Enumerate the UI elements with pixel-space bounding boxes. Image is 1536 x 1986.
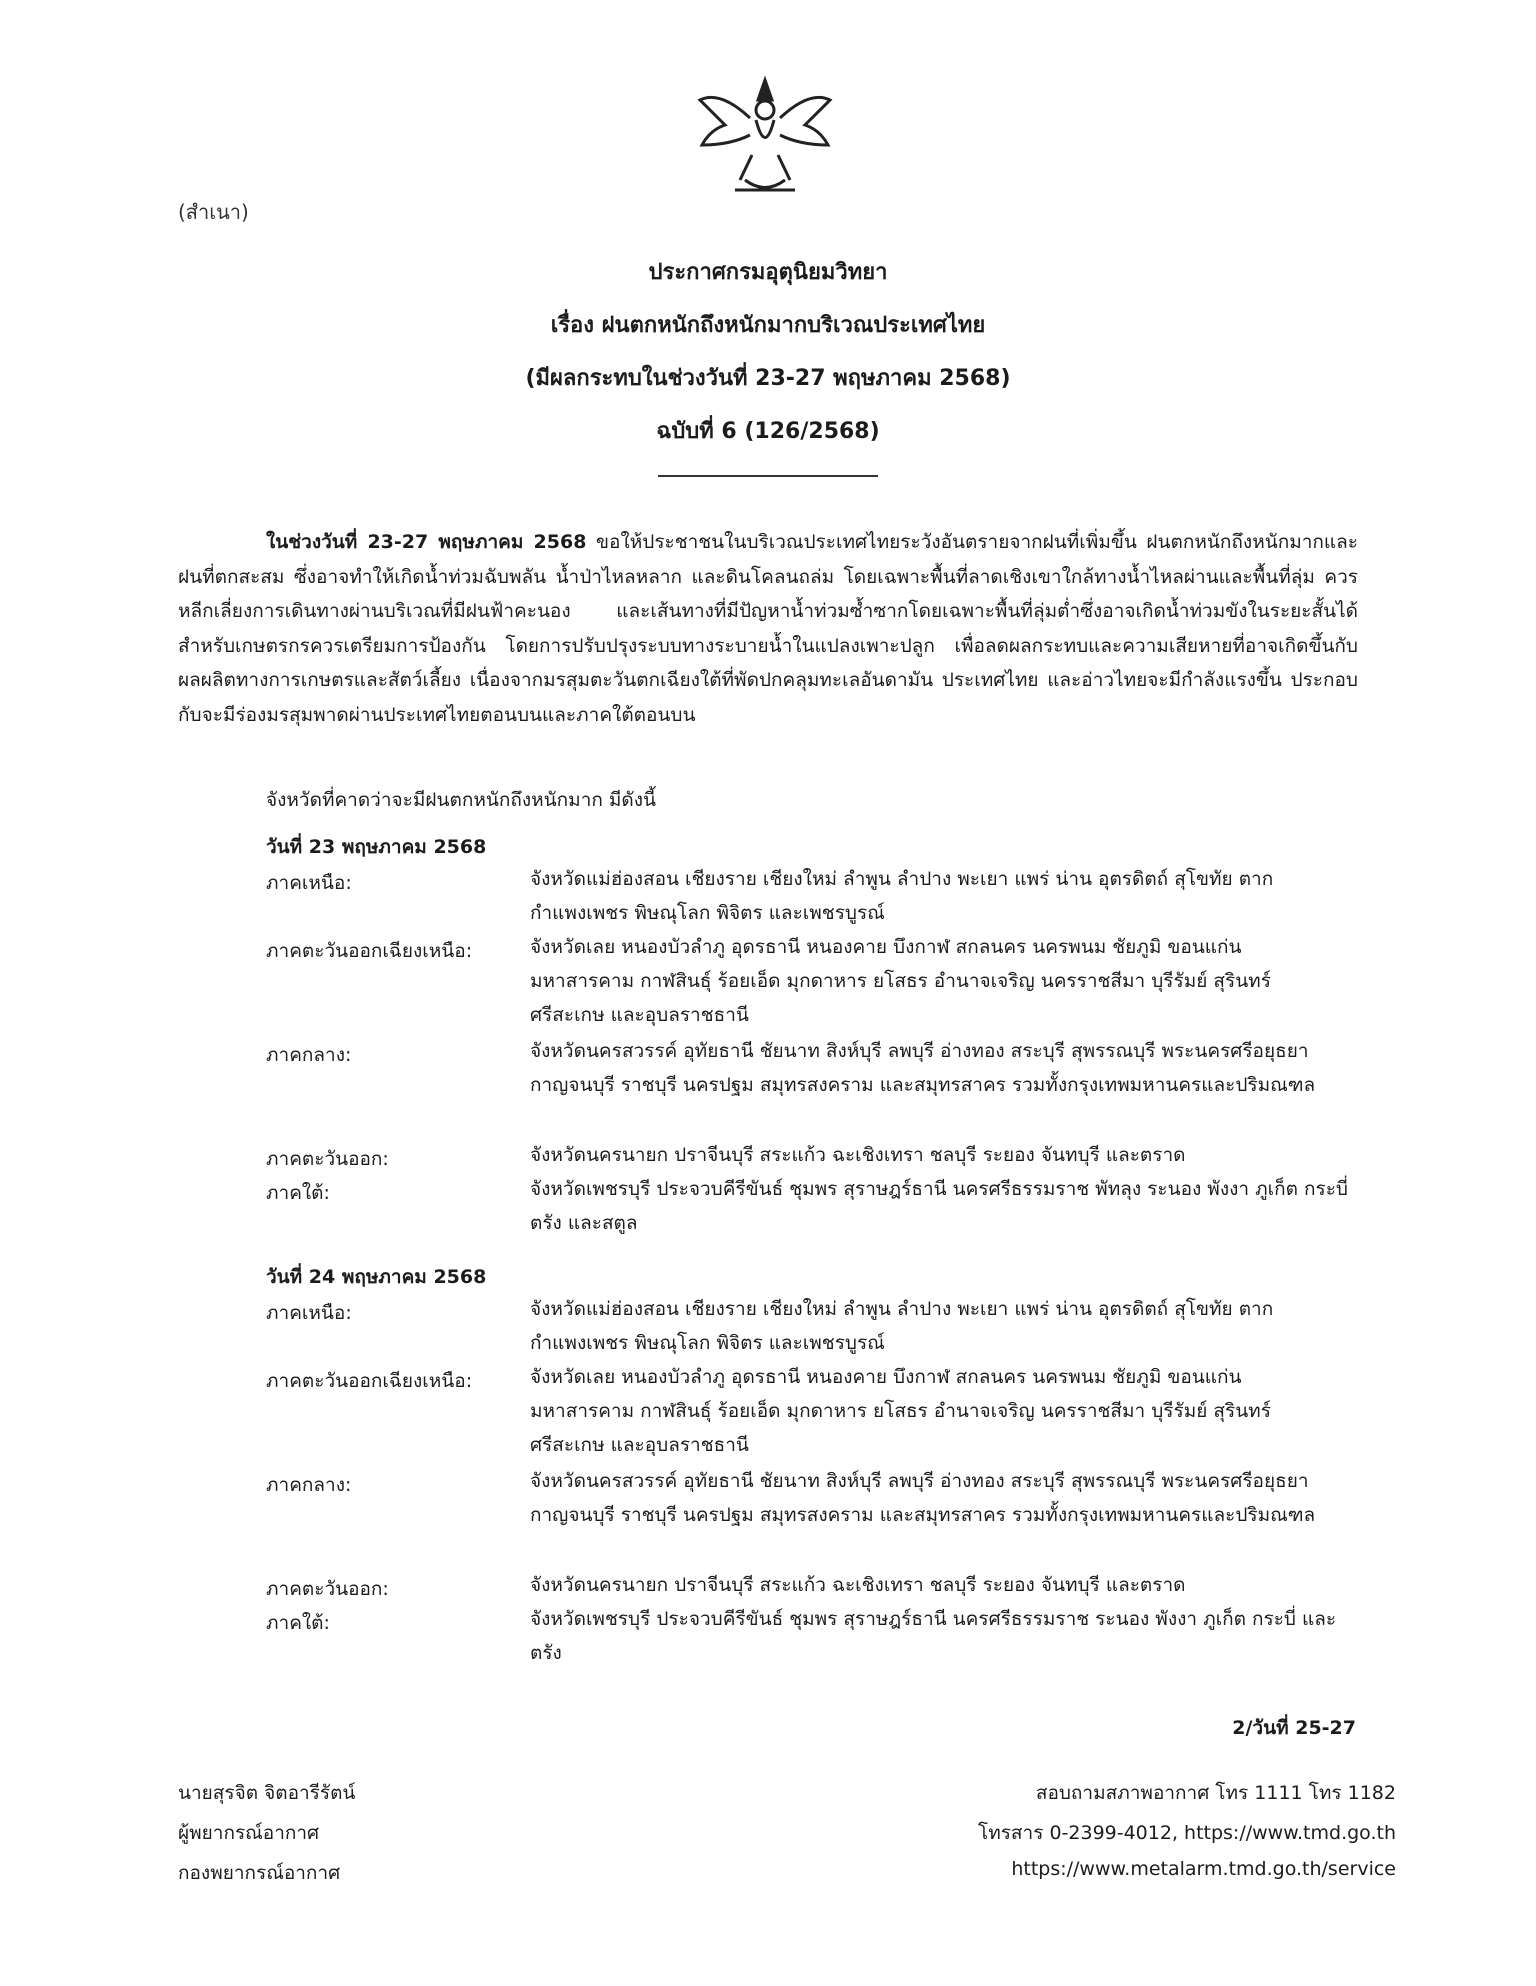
contact-website: https://www.metalarm.tmd.go.th/service xyxy=(1011,1858,1396,1880)
signer-name: นายสุรจิต จิตอารีรัตน์ xyxy=(178,1782,356,1804)
document-title: ประกาศกรมอุตุนิยมวิทยา xyxy=(648,260,888,285)
province-list-lead: จังหวัดที่คาดว่าจะมีฝนตกหนักถึงหนักมาก มีดังนี้ xyxy=(266,789,657,811)
province-list: จังหวัดเพชรบุรี ประจวบคีรีขันธ์ ชุมพร สุราษฎร์ธานี นครศรีธรรมราช พัทลุง ระนอง พังงา ภูเก็ต กระบี่ ตรัง และสตูล xyxy=(530,1178,1348,1234)
province-list: จังหวัดเพชรบุรี ประจวบคีรีขันธ์ ชุมพร สุราษฎร์ธานี นครศรีธรรมราช ระนอง พังงา ภูเก็ต กระบี่ และตรัง xyxy=(530,1608,1337,1664)
intro-paragraph xyxy=(178,525,1358,732)
copy-tag: (สำเนา) xyxy=(178,200,249,224)
day-heading: วันที่ 23 พฤษภาคม 2568 xyxy=(266,836,487,858)
signer-department: กองพยากรณ์อากาศ xyxy=(178,1862,341,1884)
province-list: จังหวัดนครสวรรค์ อุทัยธานี ชัยนาท สิงห์บุรี ลพบุรี อ่างทอง สระบุรี สุพรรณบุรี พระนครศรีอยุธยา กาญจนบุรี ราชบุรี นครปฐม สมุทรสงคราม และสมุทรสาคร รวมทั้งกรุงเทพมหานครและปริมณฑล xyxy=(530,1040,1316,1096)
region-label: ภาคตะวันออกเฉียงเหนือ: xyxy=(266,1370,473,1392)
province-list: จังหวัดแม่ฮ่องสอน เชียงราย เชียงใหม่ ลำพูน ลำปาง พะเยา แพร่ น่าน อุตรดิตถ์ สุโขทัย ตาก กำแพงเพชร พิษณุโลก พิจิตร และเพชรบูรณ์ xyxy=(530,868,1274,924)
day-heading: วันที่ 24 พฤษภาคม 2568 xyxy=(266,1266,487,1288)
intro-lead: ในช่วงวันที่ 23-27 พฤษภาคม 2568 xyxy=(266,531,587,553)
region-label: ภาคตะวันออกเฉียงเหนือ: xyxy=(266,940,473,962)
contact-fax: โทรสาร 0-2399-4012, https://www.tmd.go.th xyxy=(978,1822,1396,1844)
document-subject: เรื่อง ฝนตกหนักถึงหนักมากบริเวณประเทศไทย xyxy=(550,313,986,338)
region-label: ภาคเหนือ: xyxy=(266,1302,352,1324)
province-list: จังหวัดแม่ฮ่องสอน เชียงราย เชียงใหม่ ลำพูน ลำปาง พะเยา แพร่ น่าน อุตรดิตถ์ สุโขทัย ตาก กำแพงเพชร พิษณุโลก พิจิตร และเพชรบูรณ์ xyxy=(530,1298,1274,1354)
region-label: ภาคตะวันออก: xyxy=(266,1578,389,1600)
province-list: จังหวัดเลย หนองบัวลำภู อุดรธานี หนองคาย บึงกาฬ สกลนคร นครพนม ชัยภูมิ ขอนแก่น มหาสารคาม กาฬสินธุ์ ร้อยเอ็ด มุกดาหาร ยโสธร อำนาจเจริญ นครราชสีมา บุรีรัมย์ สุรินทร์ ศรีสะเกษ และอุบลราชธานี xyxy=(530,1366,1271,1456)
divider xyxy=(658,475,878,477)
garuda-emblem-icon xyxy=(690,60,840,210)
issue-number: ฉบับที่ 6 (126/2568) xyxy=(656,419,880,444)
province-list: จังหวัดนครนายก ปราจีนบุรี สระแก้ว ฉะเชิงเทรา ชลบุรี ระยอง จันทบุรี และตราด xyxy=(530,1574,1186,1596)
next-page-marker: 2/วันที่ 25-27 xyxy=(1232,1717,1356,1739)
region-label: ภาคใต้: xyxy=(266,1182,330,1204)
region-label: ภาคกลาง: xyxy=(266,1474,352,1496)
impact-period: (มีผลกระทบในช่วงวันที่ 23-27 พฤษภาคม 2568) xyxy=(525,366,1011,391)
province-list: จังหวัดนครสวรรค์ อุทัยธานี ชัยนาท สิงห์บุรี ลพบุรี อ่างทอง สระบุรี สุพรรณบุรี พระนครศรีอยุธยา กาญจนบุรี ราชบุรี นครปฐม สมุทรสงคราม และสมุทรสาคร รวมทั้งกรุงเทพมหานครและปริมณฑล xyxy=(530,1470,1316,1526)
region-label: ภาคกลาง: xyxy=(266,1044,352,1066)
region-label: ภาคตะวันออก: xyxy=(266,1148,389,1170)
contact-phone: สอบถามสภาพอากาศ โทร 1111 โทร 1182 xyxy=(1035,1782,1396,1804)
region-label: ภาคใต้: xyxy=(266,1612,330,1634)
intro-text: ขอให้ประชาชนในบริเวณประเทศไทยระวังอันตรายจากฝนที่เพิ่มขึ้น ฝนตกหนักถึงหนักมากและฝนที่ตกสะสม ซึ่งอาจทำให้เกิดน้ำท่วมฉับพลัน น้ำป่าไหลหลาก และดินโคลนถล่ม โดยเฉพาะพื้นที่ลาดเชิงเขาใกล้ทางน้ำไหลผ่านและพื้นที่ลุ่ม ควรหลีกเลี่ยงการเดินทางผ่านบริเวณที่มีฝนฟ้าคะนอง และเส้นทางที่มีปัญหาน้ำท่วมซ้ำซากโดยเฉพาะพื้นที่ลุ่มต่ำซึ่งอาจเกิดน้ำท่วมขังในระยะสั้นได้ สำหรับเกษตรกรควรเตรียมการป้องกัน โดยการปรับปรุงระบบทางระบายน้ำในแปลงเพาะปลูก เพื่อลดผลกระทบและความเสียหายที่อาจเกิดขึ้นกับผลผลิตทางการเกษตรและสัตว์เลี้ยง เนื่องจากมรสุมตะวันตกเฉียงใต้ที่พัดปกคลุมทะเลอันดามัน ประเทศไทย และอ่าวไทยจะมีกำลังแรงขึ้น ประกอบกับจะมีร่องมรสุมพาดผ่านประเทศไทยตอนบนและภาคใต้ตอนบน xyxy=(178,531,1358,726)
province-list: จังหวัดเลย หนองบัวลำภู อุดรธานี หนองคาย บึงกาฬ สกลนคร นครพนม ชัยภูมิ ขอนแก่น มหาสารคาม กาฬสินธุ์ ร้อยเอ็ด มุกดาหาร ยโสธร อำนาจเจริญ นครราชสีมา บุรีรัมย์ สุรินทร์ ศรีสะเกษ และอุบลราชธานี xyxy=(530,936,1271,1026)
province-list: จังหวัดนครนายก ปราจีนบุรี สระแก้ว ฉะเชิงเทรา ชลบุรี ระยอง จันทบุรี และตราด xyxy=(530,1144,1186,1166)
region-label: ภาคเหนือ: xyxy=(266,872,352,894)
signer-role: ผู้พยากรณ์อากาศ xyxy=(178,1822,320,1844)
